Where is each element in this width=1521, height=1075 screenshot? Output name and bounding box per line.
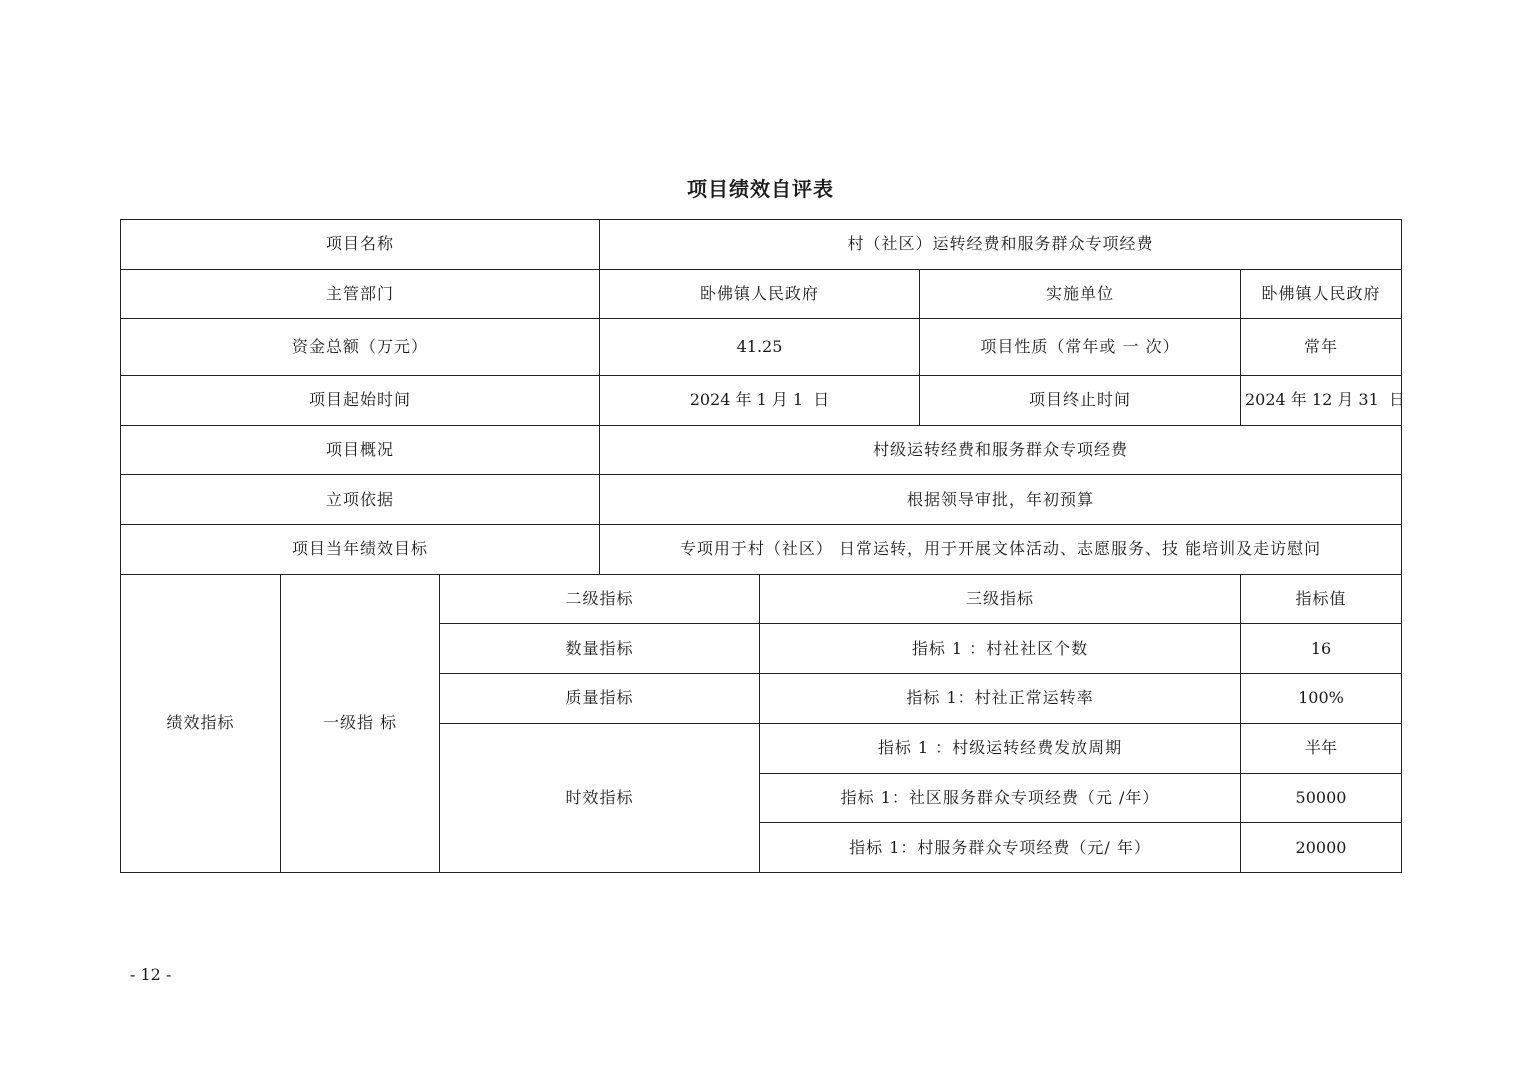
table-row — [121, 425, 1402, 475]
timeliness-indicator-item-1: 指标 1 ：村级运转经费发放周期 — [760, 723, 1241, 773]
quality-indicator-value: 100% — [1241, 674, 1402, 724]
end-value: 2024 年 12 月 31 日 — [1241, 376, 1402, 426]
level3-header: 三级指标 — [760, 574, 1241, 624]
project-name-value: 村（社区）运转经费和服务群众专项经费 — [600, 220, 1402, 270]
perf-indicator-label: 绩效指标 — [121, 574, 281, 872]
dept-label: 主管部门 — [121, 269, 600, 319]
quantity-indicator-item: 指标 1 ：村社社区个数 — [760, 624, 1241, 674]
start-value: 2024 年 1 月 1 日 — [600, 376, 920, 426]
value-header: 指标值 — [1241, 574, 1402, 624]
impl-value: 卧佛镇人民政府 — [1241, 269, 1402, 319]
timeliness-indicator-item-2: 指标 1：社区服务群众专项经费（元 /年） — [760, 773, 1241, 823]
fund-value: 41.25 — [600, 319, 920, 376]
table-row — [121, 269, 1402, 319]
dept-value: 卧佛镇人民政府 — [600, 269, 920, 319]
goal-value: 专项用于村（社区） 日常运转，用于开展文体活动、志愿服务、技 能培训及走访慰问 — [600, 525, 1402, 575]
end-label: 项目终止时间 — [920, 376, 1241, 426]
start-label: 项目起始时间 — [121, 376, 600, 426]
table-row — [121, 220, 1402, 270]
overview-label: 项目概况 — [121, 425, 600, 475]
page-number: - 12 - — [130, 965, 172, 984]
table-row — [121, 525, 1402, 575]
quantity-indicator-value: 16 — [1241, 624, 1402, 674]
fund-label: 资金总额（万元） — [121, 319, 600, 376]
overview-value: 村级运转经费和服务群众专项经费 — [600, 425, 1402, 475]
quantity-indicator-label: 数量指标 — [440, 624, 760, 674]
goal-label: 项目当年绩效目标 — [121, 525, 600, 575]
table-row — [121, 319, 1402, 376]
basis-label: 立项依据 — [121, 475, 600, 525]
timeliness-indicator-value-3: 20000 — [1241, 823, 1402, 873]
timeliness-indicator-item-3: 指标 1：村服务群众专项经费（元/ 年） — [760, 823, 1241, 873]
page-title: 项目绩效自评表 — [687, 177, 834, 201]
impl-label: 实施单位 — [920, 269, 1241, 319]
quality-indicator-item: 指标 1：村社正常运转率 — [760, 674, 1241, 724]
performance-table — [120, 219, 1405, 873]
timeliness-indicator-label: 时效指标 — [440, 723, 760, 872]
timeliness-indicator-value-2: 50000 — [1241, 773, 1402, 823]
table-row — [121, 475, 1402, 525]
level1-indicator-label: 一级指 标 — [281, 574, 440, 872]
nature-label: 项目性质（常年或 一 次） — [920, 319, 1241, 376]
project-name-label: 项目名称 — [121, 220, 600, 270]
table-row — [121, 376, 1402, 426]
nature-value: 常年 — [1241, 319, 1402, 376]
level2-header: 二级指标 — [440, 574, 760, 624]
quality-indicator-label: 质量指标 — [440, 674, 760, 724]
timeliness-indicator-value-1: 半年 — [1241, 723, 1402, 773]
basis-value: 根据领导审批，年初预算 — [600, 475, 1402, 525]
table-row — [121, 574, 1402, 624]
